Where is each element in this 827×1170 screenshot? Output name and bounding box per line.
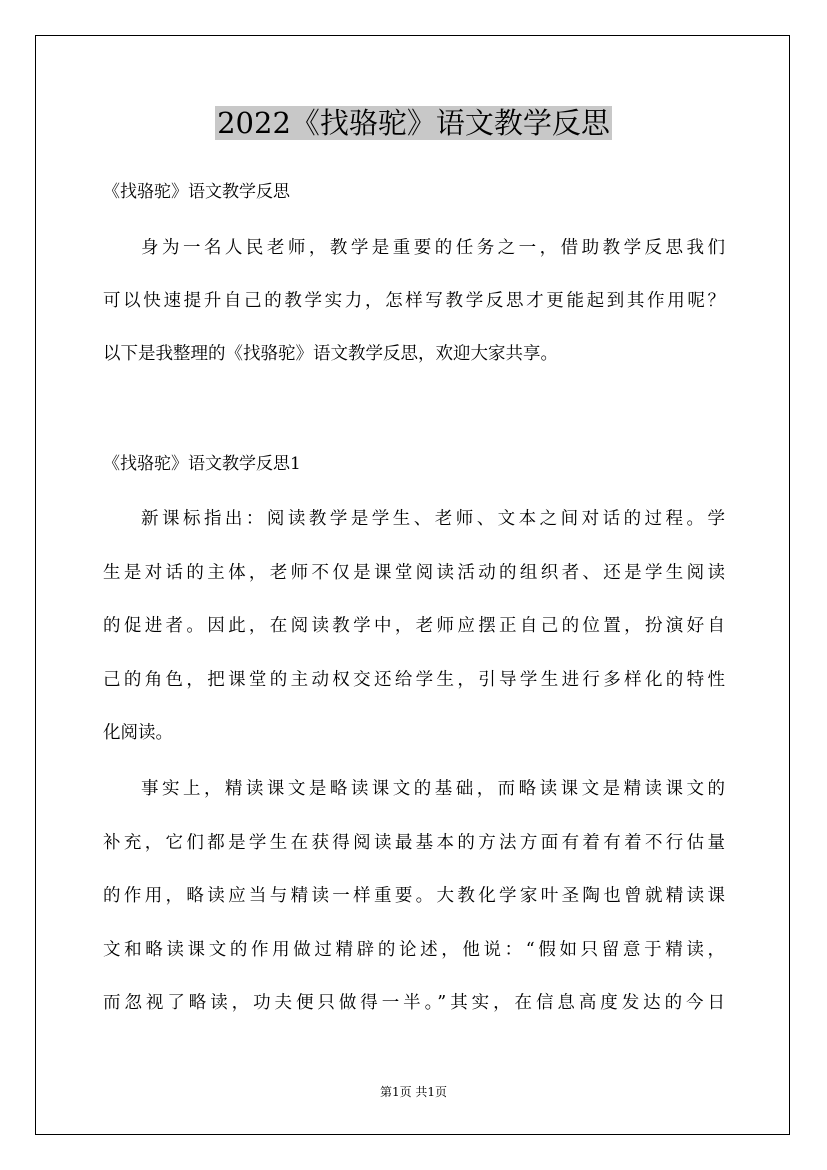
section-heading: 《找骆驼》语文教学反思1 <box>103 454 301 474</box>
document-title: 2022《找骆驼》语文教学反思 <box>217 106 610 140</box>
page-footer: 第1页 共1页 <box>379 1085 448 1099</box>
paragraph-line: 文和略读课文的作用做过精辟的论述，他说：“假如只留意于精读， <box>103 940 725 960</box>
paragraph-line: 的促进者。因此，在阅读教学中，老师应摆正自己的位置，扮演好自 <box>103 616 725 636</box>
paragraph-line: 化阅读。 <box>103 723 173 743</box>
paragraph-line: 而忽视了略读，功夫便只做得一半。”其实，在信息高度发达的今日 <box>103 993 725 1013</box>
paragraph-line: 己的角色，把课堂的主动权交还给学生，引导学生进行多样化的特性 <box>103 670 725 690</box>
paragraph-line: 补充，它们都是学生在获得阅读最基本的方法方面有着有着不行估量 <box>103 833 725 853</box>
intro-line: 以下是我整理的《找骆驼》语文教学反思，欢迎大家共享。 <box>103 344 558 364</box>
intro-line: 可以快速提升自己的教学实力，怎样写教学反思才更能起到其作用呢？ <box>103 291 725 311</box>
paragraph-line: 新课标指出：阅读教学是学生、老师、文本之间对话的过程。学 <box>141 509 725 529</box>
intro-line: 身为一名人民老师，教学是重要的任务之一，借助教学反思我们 <box>141 238 725 258</box>
paragraph-line: 生是对话的主体，老师不仅是课堂阅读活动的组织者、还是学生阅读 <box>103 563 725 583</box>
paragraph-line: 事实上，精读课文是略读课文的基础，而略读课文是精读课文的 <box>141 779 725 799</box>
paragraph-line: 的作用，略读应当与精读一样重要。大教化学家叶圣陶也曾就精读课 <box>103 886 725 906</box>
subtitle-heading: 《找骆驼》语文教学反思 <box>103 182 290 202</box>
